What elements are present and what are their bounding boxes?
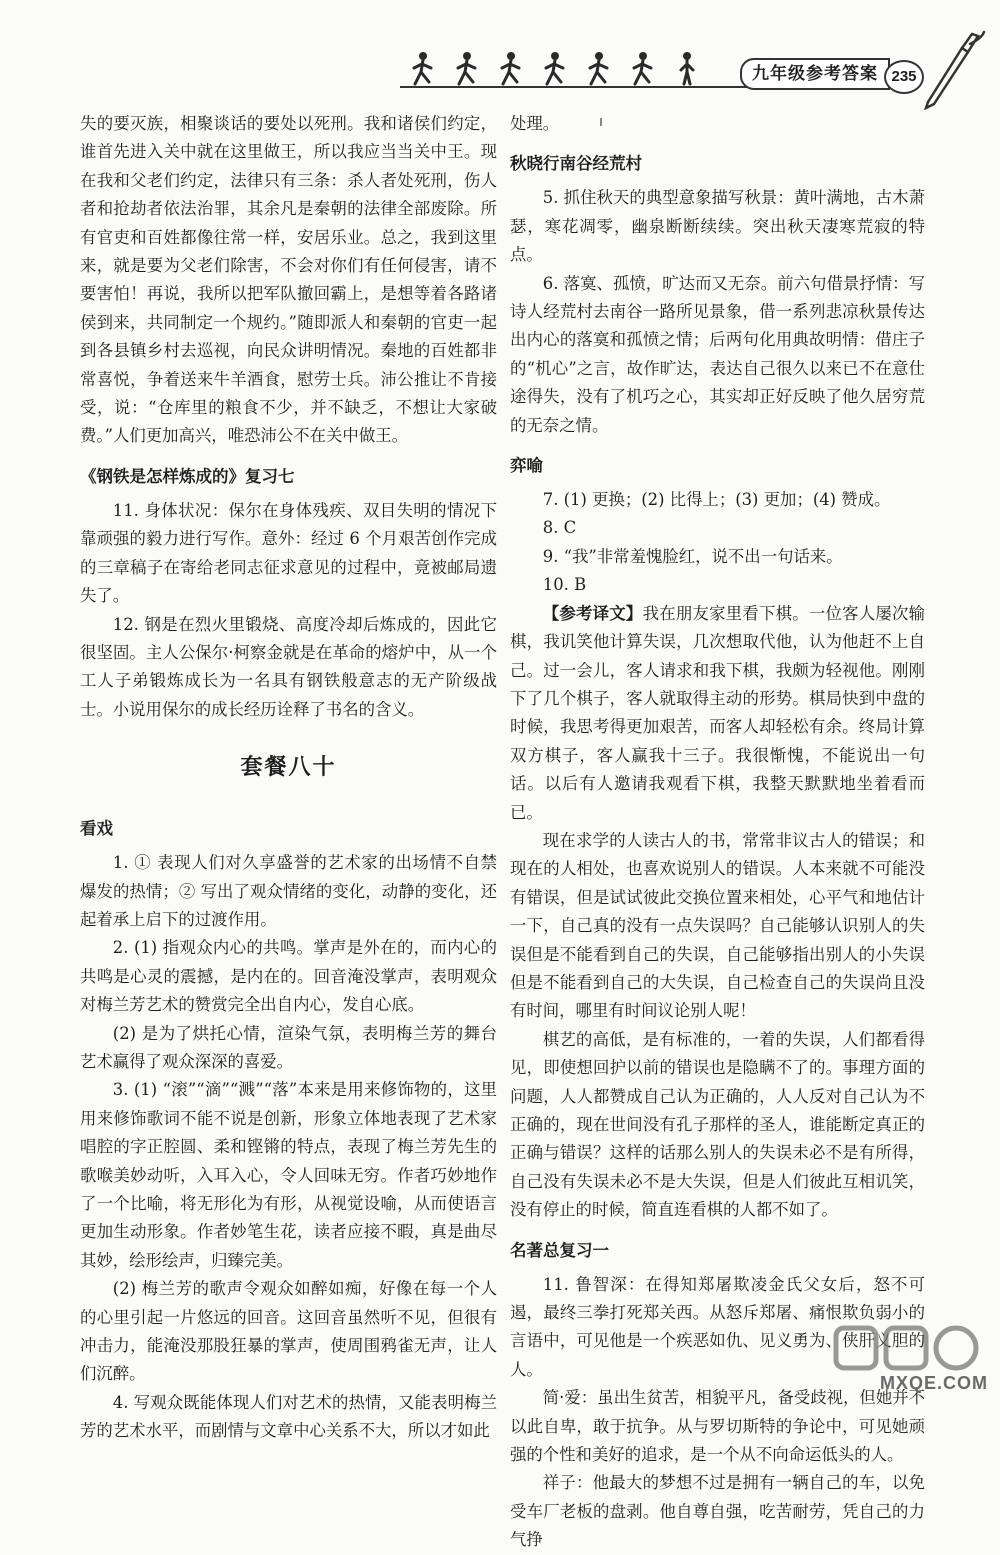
set-title: 套餐八十 [240,754,337,781]
answer-k1: 1. ① 表现人们对久享盛誉的艺术家的出场情不自禁爆发的热情；② 写出了观众情绪的变化，动静的变化，还起着承上启下的过渡作用。 [80,853,497,929]
answer-xiangzi: 祥子：他最大的梦想不过是拥有一辆自己的车，以免受车厂老板的盘剥。他自尊自强，吃苦耐劳，凭自己的力气挣 [510,1473,925,1550]
runner-icon [405,48,745,88]
answer-11: 11. 身体状况：保尔在身体残疾、双目失明的情况下靠顽强的毅力进行写作。意外：经过 6 个月艰苦创作完成的三章稿子在寄给老同志征求意见的过程中，竟被邮局遗失了。 [80,500,497,606]
pen-icon [918,30,988,110]
translation-para-2: 现在求学的人读古人的书，常常非议古人的错误；和现在的人相处，也喜欢说别人的错误。人本来就不可能没有错误，但是试试彼此交换位置来相处，心平气和地估计一下，自己真的没有一点失误吗？自己能够认识别人的失误但是不能看到自己的失误，自己能够指出别人的小失误但是不能看到自己的大失误，自己检查自己的失误尚且没有时间，哪里有时间议论别人呢！ [510,830,925,1021]
section-heading-mingzhu: 名著总复习一 [510,1240,609,1260]
answer-k4: 4. 写观众既能体现人们对艺术的热情，又能表明梅兰芳的艺术水平，而剧情与文章中心关系不大，所以才如此 [80,1392,497,1441]
answer-y7: 7. (1) 更换；(2) 比得上；(3) 更加；(4) 赞成。 [542,490,891,510]
page-header [0,0,1000,108]
page-number: 235 [884,60,924,94]
answer-k2b: (2) 是为了烘托心情，渲染气氛，表明梅兰芳的舞台艺术赢得了观众深深的喜爱。 [80,1023,497,1071]
section-heading-yiyu: 弈喻 [510,456,543,476]
watermark-text: MXQE.COM [880,1373,989,1393]
answer-y8: 8. C [542,518,577,538]
section-heading-kanxi: 看戏 [80,819,113,839]
section-heading-gangtie: 《钢铁是怎样炼成的》复习七 [80,466,295,486]
translation-continued: 失的要灭族，相聚谈话的要处以死刑。我和诸侯们约定，谁首先进入关中就在这里做王，所以我应当当关中王。现在我和父老们约定，法律只有三条：杀人者处死刑，伤人者和抢劫者依法治罪，其余凡是秦朝的法律全部废除。所有官吏和百姓都像往常一样，安居乐业。总之，我到这里来，就是要为父老们除害，不会对你们有任何侵害，请不要害怕！再说，我所以把军队撤回霸上，是想等着各路诸侯到来，共同制定一个规约。”随即派人和秦朝的官吏一起到各县镇乡村去巡视，向民众讲明情况。秦地的百姓都非常喜悦，争着送来牛羊酒食，慰劳士兵。沛公推让不肯接受，说：“仓库里的粮食不少，并不缺乏，不想让大家破费。”人们更加高兴，唯恐沛公不在关中做王。 [80,114,497,446]
answer-k2a: 2. (1) 指观众内心的共鸣。掌声是外在的，而内心的共鸣是心灵的震撼，是内在的。回音淹没掌声，表明观众对梅兰芳艺术的赞赏完全出自内心，发自心底。 [80,938,497,1015]
continuation-text: 处理。 [510,114,560,133]
answer-jian-ai: 简·爱：虽出生贫苦，相貌平凡，备受歧视，但她并不以此自卑，敢于抗争。从与罗切斯特的争论中，可见她顽强的个性和美好的追求，是一个从不向命运低头的人。 [510,1388,925,1465]
translation-text-1: 我在朋友家里看下棋。一位客人屡次输棋，我讥笑他计算失误，几次想取代他，认为他赶不上自己。过一会儿，客人请求和我下棋，我颇为轻视他。刚刚下了几个棋子，客人就取得主动的形势。棋局快到中盘的时候，我思考得更加艰苦，而客人却轻松有余。终局计算双方棋子，客人赢我十三子。我很惭愧，不能说出一句话。以后有人邀请我观看下棋，我整天默默地坐着看而已。 [510,603,926,822]
translation-para-3: 棋艺的高低，是有标准的，一着的失误，人们都看得见，即使想回护以前的错误也是隐瞒不了的。事理方面的问题，人人都赞成自己认为正确的，人人反对自己认为不正确的，现在世间没有孔子那样的圣人，谁能断定真正的正确与错误？这样的话那么别人的失误未必不是有所得，自己没有失误未必不是大失误，但是人们彼此互相讥笑，没有停止的时候，简直连看棋的人都不如了。 [510,1029,925,1220]
answer-12: 12. 钢是在烈火里锻烧、高度冷却后炼成的，因此它很坚固。主人公保尔·柯察金就是在革命的熔炉中，从一个工人子弟锻炼成长为一名具有钢铁般意志的无产阶级战士。小说用保尔的成长经历诠释了书名的含义。 [80,614,497,719]
answer-6: 6. 落寞、孤愤，旷达而又无奈。前六句借景抒情：写诗人经荒村去南谷一路所见景象，借一系列悲凉秋景传达出内心的落寞和孤愤之情；后两句化用典故明情：借庄子的“机心”之言，故作旷达，表达自己很久以来已不在意仕途得失，没有了机巧之心，其实却正好反映了他久居穷荒的无奈之情。 [510,273,925,435]
answer-m11: 11. 鲁智深：在得知郑屠欺凌金氏父女后，怒不可遏，最终三拳打死郑关西。从怒斥郑屠、痛恨欺负弱小的言语中，可见他是一个疾恶如仇、见义勇为、侠肝义胆的人。 [510,1274,925,1379]
answer-k3a: 3. (1) “滚”“滴”“溅”“落”本来是用来修饰物的，这里用来修饰歌词不能不说是创新，形象立体地表现了艺术家唱腔的字正腔圆、柔和铿锵的特点，表现了梅兰芳先生的歌喉美妙动听，入耳入心，令人回味无穷。作者巧妙地作了一个比喻，将无形化为有形，从视觉设喻，从而使语言更加生动形象。作者妙笔生花，读者应接不暇，真是曲尽其妙，绘形绘声，归臻完美。 [80,1080,497,1270]
book-label: 九年级参考答案 [740,58,890,90]
answer-y9: 9. “我”非常羞愧脸红，说不出一句话来。 [542,546,843,566]
answer-k3b: (2) 梅兰芳的歌声令观众如醉如痴，好像在每一个人的心里引起一片悠远的回音。这回音虽然听不见，但很有冲击力，能淹没那股狂暴的掌声，使周围鸦雀无声，让人们沉醉。 [80,1279,497,1384]
section-heading-qiuxiao: 秋晓行南谷经荒村 [510,154,642,174]
translation-para-1 [510,600,925,827]
translation-label: 【参考译文】 [542,603,643,623]
answer-5: 5. 抓住秋天的典型意象描写秋景：黄叶满地，古木萧瑟，寒花凋零，幽泉断断续续。突出秋天凄寒荒寂的特点。 [510,188,925,265]
answer-y10: 10. B [542,575,587,595]
left-column [80,110,497,1446]
